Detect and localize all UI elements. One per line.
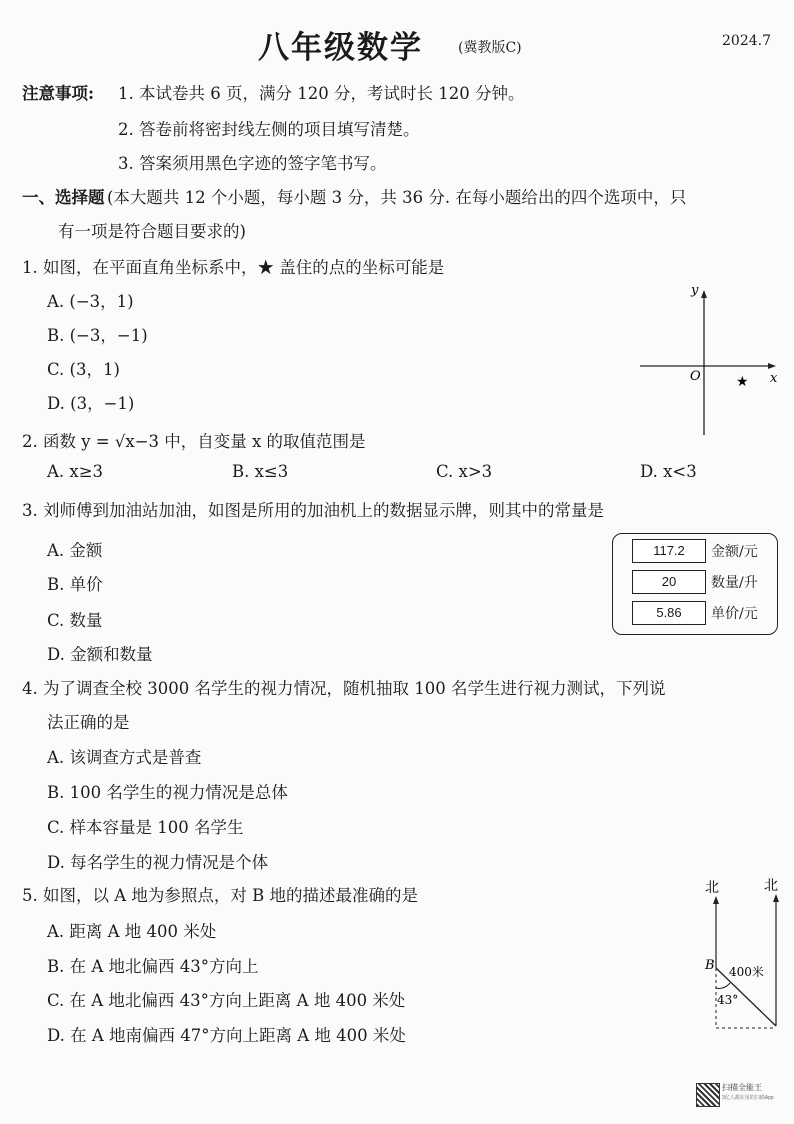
note-item-1: 1. 本试卷共 6 页，满分 120 分，考试时长 120 分钟。 [118, 84, 525, 103]
question-4-option-c: C. 样本容量是 100 名学生 [47, 818, 244, 837]
edition-label: (冀教版C) [458, 40, 522, 56]
question-1-stem: 1. 如图，在平面直角坐标系中，★ 盖住的点的坐标可能是 [22, 258, 445, 277]
question-1-option-b: B. (−3，−1) [47, 326, 148, 345]
question-1-option-a: A. (−3，1) [47, 292, 134, 311]
notes-label: 注意事项: [22, 84, 95, 103]
origin-label: O [690, 369, 701, 384]
amount-value: 117.2 [632, 539, 706, 563]
exam-date: 2024.7 [722, 33, 771, 49]
unit-price-label: 单价/元 [711, 606, 758, 622]
question-2-option-c: C. x>3 [436, 462, 493, 481]
question-5-option-b: B. 在 A 地北偏西 43°方向上 [47, 957, 259, 976]
section-desc-2: 有一项是符合题目要求的) [58, 222, 246, 241]
question-2-stem: 2. 函数 y = √x−3 中，自变量 x 的取值范围是 [22, 432, 366, 451]
question-3-option-b: B. 单价 [47, 575, 103, 594]
page-title: 八年级数学 [258, 30, 423, 66]
question-2-option-b: B. x≤3 [232, 462, 289, 481]
amount-label: 金额/元 [711, 544, 758, 560]
section-heading: 一、选择题 [22, 188, 105, 207]
question-3-stem: 3. 刘师傅到加油站加油，如图是所用的加油机上的数据显示牌，则其中的常量是 [22, 501, 604, 520]
question-4-option-b: B. 100 名学生的视力情况是总体 [47, 783, 288, 802]
quantity-value: 20 [632, 570, 706, 594]
scanner-subtitle: 3亿人都在用的扫描App [722, 1095, 774, 1101]
question-3-option-c: C. 数量 [47, 611, 103, 630]
x-axis-label: x [770, 371, 778, 386]
angle-label: 43° [717, 993, 739, 1007]
question-1-option-c: C. (3，1) [47, 360, 120, 379]
question-5-stem: 5. 如图，以 A 地为参照点，对 B 地的描述最准确的是 [22, 886, 419, 905]
point-b-label: B [705, 958, 715, 973]
question-5-option-c: C. 在 A 地北偏西 43°方向上距离 A 地 400 米处 [47, 991, 406, 1010]
direction-figure [696, 872, 790, 1034]
section-desc-1: (本大题共 12 个小题，每小题 3 分，共 36 分. 在每小题给出的四个选项中，只 [107, 188, 687, 207]
question-4-option-a: A. 该调查方式是普查 [47, 748, 202, 767]
question-3-option-d: D. 金额和数量 [47, 645, 153, 664]
unit-price-value: 5.86 [632, 601, 706, 625]
question-4-stem-1: 4. 为了调查全校 3000 名学生的视力情况，随机抽取 100 名学生进行视力测试，下列说 [22, 679, 666, 698]
question-2-option-a: A. x≥3 [47, 462, 104, 481]
coordinate-figure [636, 280, 786, 440]
question-5-option-a: A. 距离 A 地 400 米处 [47, 922, 217, 941]
distance-label: 400米 [729, 965, 764, 979]
question-2-option-d: D. x<3 [640, 462, 697, 481]
quantity-label: 数量/升 [711, 575, 758, 591]
question-4-option-d: D. 每名学生的视力情况是个体 [47, 853, 269, 872]
qr-code-icon [696, 1083, 720, 1107]
question-1-option-d: D. (3，−1) [47, 394, 135, 413]
scanner-brand: 扫描全能王 [722, 1083, 762, 1092]
question-4-stem-2: 法正确的是 [47, 713, 130, 732]
star-icon: ★ [736, 374, 749, 390]
note-item-3: 3. 答案须用黑色字迹的签字笔书写。 [118, 154, 387, 173]
note-item-2: 2. 答卷前将密封线左侧的项目填写清楚。 [118, 120, 420, 139]
y-axis-label: y [691, 283, 699, 298]
question-5-option-d: D. 在 A 地南偏西 47°方向上距离 A 地 400 米处 [47, 1026, 406, 1045]
question-3-option-a: A. 金额 [47, 541, 103, 560]
north-label-b: 北 [705, 880, 719, 896]
north-label-a: 北 [764, 878, 778, 894]
